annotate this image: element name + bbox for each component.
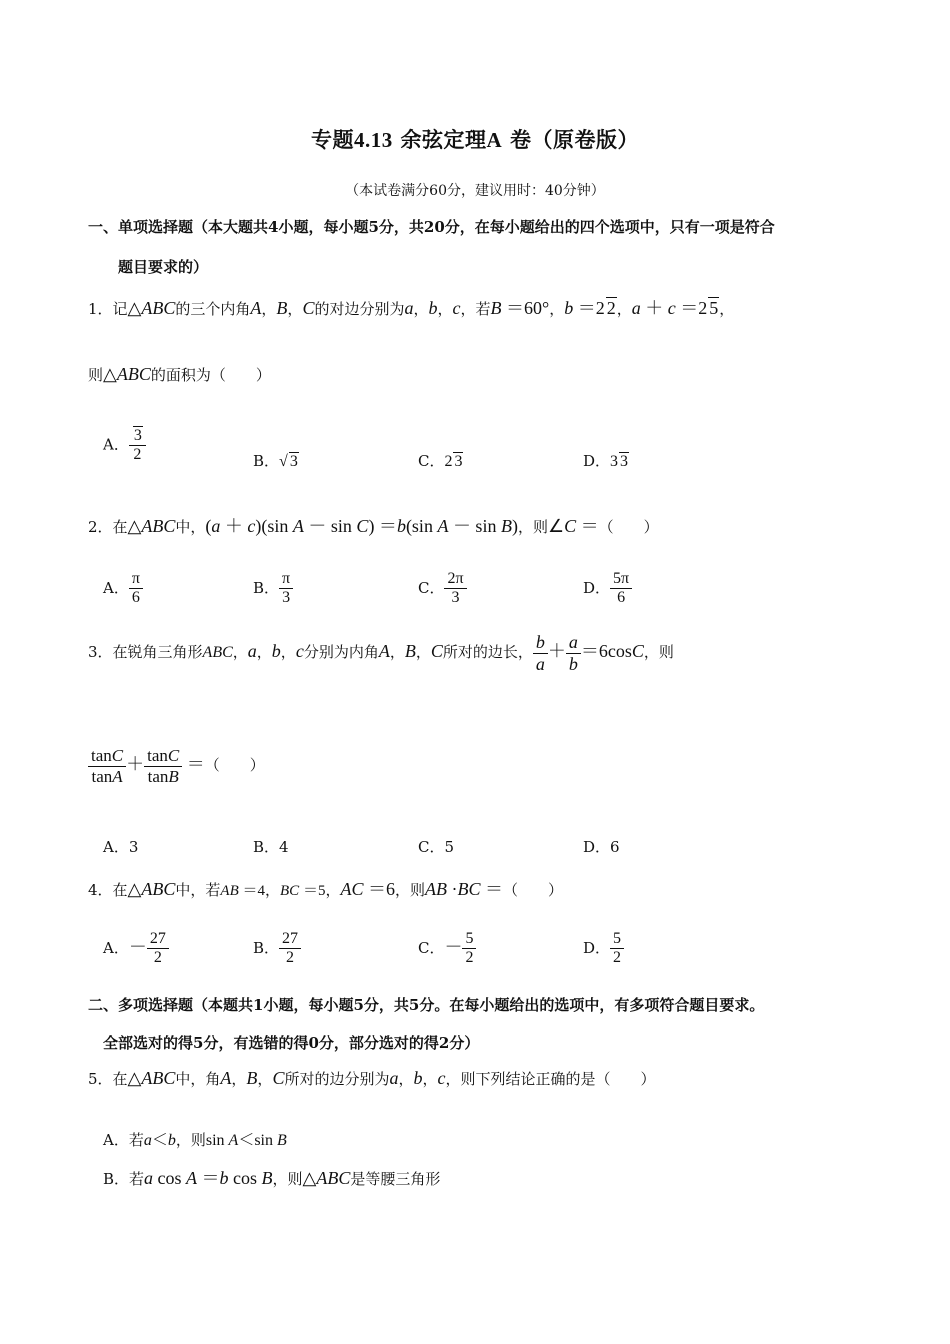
question-5: 5．在△ABC中，角A，B，C所对的边分别为a，b，c，则下列结论正确的是（ ） bbox=[88, 1068, 656, 1088]
q3-option-b[interactable]: B．4 bbox=[253, 838, 289, 856]
q3-option-a[interactable]: A．3 bbox=[103, 838, 139, 856]
q4-option-c[interactable]: C．－ $\frac{5}{2}$ bbox=[418, 930, 476, 968]
question-1: 1．记△ABC的三个内角A，B，C的对边分别为a，b，c，若B ＝60°，b ＝2 2，a ＋ c ＝2 5， bbox=[88, 298, 735, 318]
page-subtitle: （本试卷满分60分，建议用时：40分钟） bbox=[345, 183, 605, 199]
question-3: 3．在锐角三角形ABC，a，b，c分别为内角A，B，C所对的边长， $\frac{b}{a}$ ＋ $\frac{a}{b}$ ＝6cosC，则 bbox=[88, 632, 674, 674]
q4-option-b[interactable]: B． $\frac{27}{2}$ bbox=[253, 930, 301, 968]
q4-option-a[interactable]: A．－ $\frac{27}{2}$ bbox=[103, 930, 169, 968]
q2-option-b[interactable]: B． $\frac{\pi}{3}$ bbox=[253, 570, 293, 608]
question-2: 2．在△ABC中，(a ＋ c)(sin A － sin C) ＝b(sin A － sin B)，则∠C ＝（ ） bbox=[88, 516, 659, 536]
page-title: 专题4.13 余弦定理A 卷（原卷版） bbox=[310, 127, 640, 152]
q1-option-c[interactable]: C．2 3 bbox=[418, 452, 463, 470]
question-3-cont: $\frac{\tan C}{\tan A}$ ＋ $\frac{\tan C}{\tan B}$ ＝（ ） bbox=[88, 746, 265, 786]
q3-option-d[interactable]: D．6 bbox=[583, 838, 620, 856]
q2-option-c[interactable]: C． $\frac{2\pi}{3}$ bbox=[418, 570, 467, 608]
section-1-heading: 一、单项选择题（本大题共4小题，每小题5分，共20分，在每小题给出的四个选项中，只有一项是符合 bbox=[88, 218, 775, 236]
section-2-heading: 二、多项选择题（本题共1小题，每小题5分，共5分。在每小题给出的选项中，有多项符合题目要求。 bbox=[88, 996, 765, 1014]
q2-option-d[interactable]: D． $\frac{5\pi}{6}$ bbox=[583, 570, 632, 608]
q1-option-a[interactable]: A． $\frac{3}{2}$ bbox=[103, 426, 146, 465]
q3-option-c[interactable]: C．5 bbox=[418, 838, 455, 856]
section-1-heading-cont: 题目要求的） bbox=[118, 258, 209, 276]
question-4: 4．在△ABC中，若AB ＝4，BC ＝5，AC ＝6，则AB ·BC ＝（ ） bbox=[88, 879, 564, 899]
q4-option-d[interactable]: D． $\frac{5}{2}$ bbox=[583, 930, 624, 968]
question-1-cont: 则△ABC的面积为（ ） bbox=[88, 364, 271, 384]
q5-option-a[interactable]: A．若a＜b，则sin A＜sin B bbox=[103, 1131, 287, 1149]
section-2-heading-cont: 全部选对的得5分，有选错的得0分，部分选对的得2分） bbox=[103, 1034, 480, 1052]
q1-option-b[interactable]: B．√ 3 bbox=[253, 452, 298, 470]
q2-option-a[interactable]: A． $\frac{\pi}{6}$ bbox=[103, 570, 143, 608]
q1-option-d[interactable]: D．3 3 bbox=[583, 452, 629, 470]
q5-option-b[interactable]: B．若a cos A ＝b cos B，则△ABC是等腰三角形 bbox=[103, 1168, 441, 1188]
